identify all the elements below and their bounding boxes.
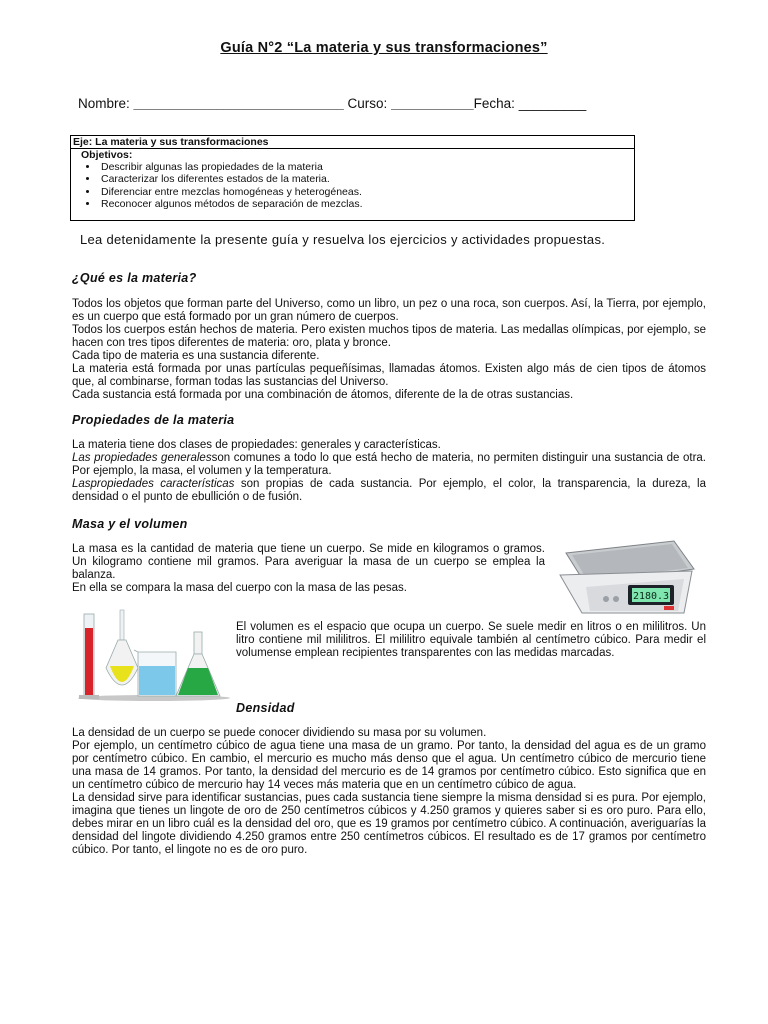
curso-label: Curso: xyxy=(347,96,388,111)
nombre-field: ____________________________ xyxy=(133,96,344,111)
objective-item: • Describir algunas las propiedades de la materia xyxy=(99,161,634,173)
heading-densidad: Densidad xyxy=(236,701,295,715)
caract-text: son propias de cada sustancia. Por ejemplo, el color, la transparencia, la dureza, la densidad o el punto de ebullición o de fusión. xyxy=(72,478,706,503)
generales-text: son comunes a todo lo que está hecho de materia, no permiten distinguir una sustancia de otra. Por ejemplo, la masa, el volumen y la temperatura. xyxy=(72,452,706,477)
propiedades-caracteristicas xyxy=(72,478,706,504)
heading-propiedades: Propiedades de la materia xyxy=(72,413,235,427)
objectives-box xyxy=(70,135,635,221)
masa-text-2: En ella se compara la masa del cuerpo con la masa de las pesas. xyxy=(72,582,407,594)
lab-glassware-image xyxy=(72,606,232,702)
scale-display: 2180.3 xyxy=(632,591,670,602)
densidad-line: Por ejemplo, un centímetro cúbico de agua tiene una masa de un gramo. Por tanto, la densidad del agua es de un gramo por centímetro cúbico. En cambio, el mercurio es mucho más denso que el agua. Un centímetro cúbico de mercurio tiene una masa de 14 gramos. Por tanto, la densidad del mercurio es de 14 gramos por centímetro cúbico. Esto significa que en un centímetro cúbico de mercurio hay 14 veces más materia que en un centímetro cúbico de agua. xyxy=(72,740,706,791)
propiedades-paragraph xyxy=(72,439,706,504)
fecha-field: _________ xyxy=(518,96,587,111)
digital-scale-image xyxy=(556,535,696,615)
densidad-line: La densidad sirve para identificar sustancias, pues cada sustancia tiene siempre la misma densidad si es pura. Por ejemplo, imagina que tienes un lingote de oro de 250 centímetros cúbicos y 4.250 gramos y quieres saber si es oro puro. Para ello, debes mirar en un libro cuál es la densidad del oro, que es 19 gramos por centímetro cúbico. A continuación, averiguarías la densidad del lingote dividiendo 4.250 gramos entre 250 centímetros cúbicos. El resultado es de 17 gramos por centímetro cúbico. Por tanto, el lingote no es de oro puro. xyxy=(72,792,706,856)
masa-text: La masa es la cantidad de materia que tiene un cuerpo. Se mide en kilogramos o gramos. Un kilogramo contiene mil gramos. Para averiguar la masa de un cuerpo se emplea la balanza. xyxy=(72,543,545,581)
materia-line: Todos los objetos que forman parte del Universo, como un libro, un pez o una roca, son cuerpos. Así, la Tierra, por ejemplo, es un cuerpo que está formado por un gran número de cuerpos. xyxy=(72,298,706,323)
propiedades-intro: La materia tiene dos clases de propiedades: generales y características. xyxy=(72,439,441,451)
heading-masa: Masa y el volumen xyxy=(72,517,188,531)
caract-term: Laspropiedades características xyxy=(72,478,235,490)
densidad-paragraph xyxy=(72,727,706,857)
objective-item: • Caracterizar los diferentes estados de la materia. xyxy=(99,173,634,185)
materia-line: Todos los cuerpos están hechos de materia. Pero existen muchos tipos de materia. Las medallas olímpicas, por ejemplo, se hacen con tres tipos diferentes de materia: oro, plata y bronce. xyxy=(72,324,706,349)
eje-label: Eje: La materia y sus transformaciones xyxy=(71,136,634,149)
objective-item: • Diferenciar entre mezclas homogéneas y heterogéneas. xyxy=(99,186,634,198)
materia-paragraph xyxy=(72,298,706,402)
heading-materia: ¿Qué es la materia? xyxy=(72,271,197,285)
masa-paragraph xyxy=(72,543,545,595)
fecha-label: Fecha: xyxy=(473,96,515,111)
materia-line: La materia está formada por unas partículas pequeñísimas, llamadas átomos. Existen algo más de cien tipos de átomos que, al combinarse, forman todas las sustancias del Universo. xyxy=(72,363,706,388)
generales-term: Las propiedades generales xyxy=(72,452,212,464)
curso-field: ___________ xyxy=(391,96,474,111)
densidad-line: La densidad de un cuerpo se puede conocer dividiendo su masa por su volumen. xyxy=(72,727,487,739)
objectives-label: Objetivos: xyxy=(81,149,133,161)
materia-line: Cada sustancia está formada por una combinación de átomos, diferente de la de otras sustancias. xyxy=(72,389,574,401)
student-header xyxy=(78,96,586,111)
materia-line: Cada tipo de materia es una sustancia diferente. xyxy=(72,350,320,362)
page-title: Guía N°2 “La materia y sus transformaciones” xyxy=(220,40,548,56)
volumen-paragraph: El volumen es el espacio que ocupa un cuerpo. Se suele medir en litros o en mililitros. Un litro contiene mil mililitros. El mililitro equivale también al centímetro cúbico. Para medir el volumense emplean recipientes transparentes con las medidas marcadas. xyxy=(236,621,706,659)
propiedades-generales xyxy=(72,452,706,478)
nombre-label: Nombre: xyxy=(78,96,130,111)
instructions: Lea detenidamente la presente guía y resuelva los ejercicios y actividades propuestas. xyxy=(80,232,606,247)
objectives-list xyxy=(77,161,634,211)
objective-item: • Reconocer algunos métodos de separación de mezclas. xyxy=(99,198,634,210)
